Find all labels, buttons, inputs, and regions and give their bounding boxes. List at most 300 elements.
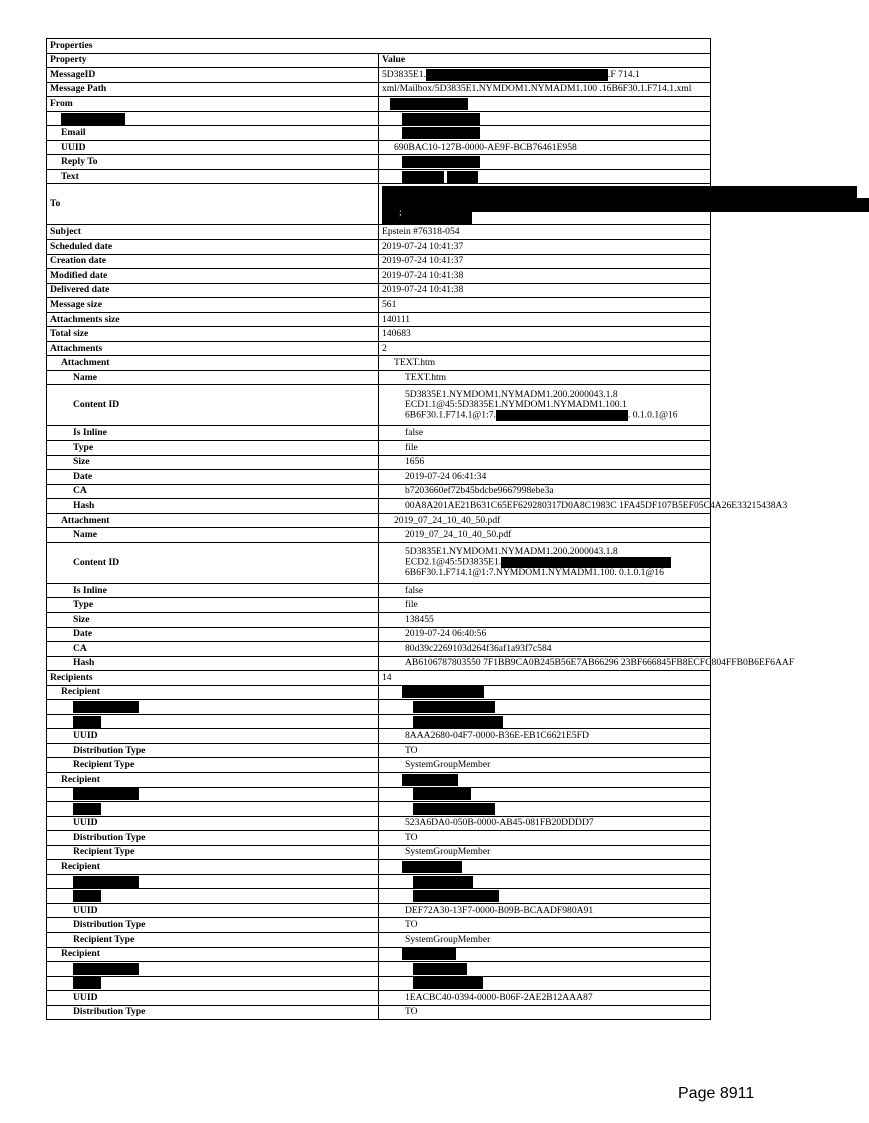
- property-label: Recipient Type: [73, 933, 135, 945]
- header-property: Property: [47, 53, 379, 68]
- property-label: Is Inline: [73, 427, 107, 439]
- redaction-box: [73, 977, 101, 989]
- table-row: [47, 140, 711, 155]
- property-label: CA: [73, 642, 87, 654]
- property-name: [47, 68, 379, 83]
- property-label: Recipient: [61, 686, 100, 698]
- property-value: [379, 240, 711, 255]
- property-name: [47, 385, 379, 426]
- value-text: TO: [405, 919, 418, 931]
- property-name: [47, 787, 379, 802]
- to-separator: ;: [399, 207, 402, 219]
- property-name: [47, 1005, 379, 1020]
- value-text: DEF72A30-13F7-0000-B09B-BCAADF980A91: [405, 904, 594, 916]
- table-row: [47, 729, 711, 744]
- table-row: [47, 426, 711, 441]
- property-name: [47, 918, 379, 933]
- redaction-box: [73, 803, 101, 815]
- content-id-line: [405, 547, 707, 557]
- property-value: [379, 426, 711, 441]
- table-row: [47, 991, 711, 1006]
- redaction-box: [402, 127, 480, 139]
- property-name: [47, 82, 379, 97]
- property-name: [47, 126, 379, 141]
- value-text: 80d39c2269103d264f36af1a93f7c584: [405, 642, 552, 654]
- property-name: [47, 772, 379, 787]
- property-name: [47, 816, 379, 831]
- property-name: [47, 758, 379, 773]
- property-name: [47, 612, 379, 627]
- title-row: [47, 39, 711, 54]
- property-name: [47, 714, 379, 729]
- table-row: [47, 542, 711, 583]
- header-value: Value: [379, 53, 711, 68]
- property-label: Distribution Type: [73, 1006, 146, 1018]
- property-label: Hash: [73, 657, 95, 669]
- property-name: [47, 845, 379, 860]
- content-id-line: [405, 410, 707, 421]
- property-value: [379, 356, 711, 371]
- property-label: CA: [73, 485, 87, 497]
- value-text: TEXT.htm: [394, 357, 436, 369]
- property-name: [47, 298, 379, 313]
- table-row: [47, 111, 711, 126]
- property-value: [379, 671, 711, 686]
- property-value: [379, 612, 711, 627]
- property-label: Delivered date: [50, 284, 110, 296]
- property-name: [47, 169, 379, 184]
- table-row: [47, 155, 711, 170]
- redaction-box: [413, 876, 473, 888]
- content-id-line: [405, 568, 707, 578]
- table-row: [47, 947, 711, 962]
- property-name: [47, 254, 379, 269]
- redaction-box: [402, 774, 458, 786]
- table-row: [47, 254, 711, 269]
- table-row: [47, 932, 711, 947]
- property-value: [379, 1005, 711, 1020]
- table-row: [47, 787, 711, 802]
- property-label: UUID: [61, 141, 86, 153]
- table-row: [47, 298, 711, 313]
- table-row: [47, 962, 711, 977]
- value-text: b7203660ef72b45bdcbe9667998ebe3a: [405, 485, 554, 497]
- table-row: [47, 240, 711, 255]
- table-row: [47, 598, 711, 613]
- value-text: file: [405, 441, 418, 453]
- property-value: [379, 441, 711, 456]
- property-label: Recipients: [50, 671, 93, 683]
- table-row: [47, 642, 711, 657]
- value-text: AB6106787803550 7F1BB9CA0B245B56E7AB66296 23BF666845FB8ECFC804FFB0B6EF6AAF: [405, 657, 795, 669]
- redaction-box: [73, 963, 139, 975]
- property-name: [47, 528, 379, 543]
- value-text: false: [405, 427, 424, 439]
- table-row: [47, 583, 711, 598]
- table-title: Properties: [47, 39, 711, 54]
- value-text: 2019-07-24 10:41:38: [382, 284, 464, 296]
- property-label: Date: [73, 628, 93, 640]
- value-text: 2019_07_24_10_40_50.pdf: [405, 529, 512, 541]
- redaction-box: [402, 171, 444, 183]
- property-value: [379, 831, 711, 846]
- property-name: [47, 642, 379, 657]
- properties-sheet: [46, 38, 795, 1020]
- redaction-box: [413, 977, 483, 989]
- property-value: [379, 991, 711, 1006]
- redaction-box: [402, 113, 480, 125]
- table-row: [47, 126, 711, 141]
- value-text: Epstein #76318-054: [382, 226, 460, 238]
- property-name: [47, 947, 379, 962]
- table-row: [47, 513, 711, 528]
- property-label: Total size: [50, 328, 89, 340]
- property-value: [379, 598, 711, 613]
- property-name: [47, 962, 379, 977]
- property-value: [379, 976, 711, 991]
- property-label: Content ID: [73, 399, 120, 411]
- property-label: Distribution Type: [73, 744, 146, 756]
- properties-table: [46, 38, 795, 1020]
- content-id-text: 5D3835E1.NYMDOM1.NYMADM1.200.2000043.1.8: [405, 388, 618, 400]
- property-value: [379, 455, 711, 470]
- content-id-text: 5D3835E1.NYMDOM1.NYMADM1.200.2000043.1.8: [405, 546, 618, 558]
- property-value: [379, 169, 711, 184]
- property-name: [47, 370, 379, 385]
- redaction-box: [413, 890, 499, 902]
- property-name: [47, 598, 379, 613]
- redaction-box: [382, 186, 857, 198]
- property-value: [379, 327, 711, 342]
- property-label: Attachment: [61, 357, 110, 369]
- property-label: Recipient: [61, 773, 100, 785]
- property-value: [379, 225, 711, 240]
- redaction-box: [73, 876, 139, 888]
- redaction-box: [413, 963, 467, 975]
- property-label: Modified date: [50, 269, 108, 281]
- value-text: 2019-07-24 10:41:37: [382, 255, 464, 267]
- property-value: [379, 82, 711, 97]
- header-row: [47, 53, 711, 68]
- property-name: [47, 831, 379, 846]
- redaction-box: [413, 803, 495, 815]
- value-text: 140111: [382, 313, 411, 325]
- property-value: [379, 470, 711, 485]
- property-value: [379, 962, 711, 977]
- value-text: 138455: [405, 613, 434, 625]
- table-row: [47, 341, 711, 356]
- table-row: [47, 370, 711, 385]
- property-name: [47, 356, 379, 371]
- property-name: [47, 743, 379, 758]
- property-label: Distribution Type: [73, 919, 146, 931]
- property-label: Type: [73, 441, 94, 453]
- property-name: [47, 583, 379, 598]
- property-value: [379, 513, 711, 528]
- value-text: 2019-07-24 06:40:56: [405, 628, 487, 640]
- value-text: 00A8A201AE21B631C65EF629280317D0A8C1983C 1FA45DF107B5EF05C4A26E33215438A3: [405, 499, 788, 511]
- value-text: 14: [382, 671, 392, 683]
- property-value: [379, 743, 711, 758]
- value-text: file: [405, 599, 418, 611]
- redaction-box: [382, 212, 472, 224]
- property-label: Recipient: [61, 861, 100, 873]
- property-value: [379, 370, 711, 385]
- property-name: [47, 312, 379, 327]
- table-row: [47, 656, 711, 671]
- content-id-text: 6B6F30.1.F714.1@1:7.: [405, 409, 496, 421]
- property-label: Recipient Type: [73, 846, 135, 858]
- property-label: From: [50, 97, 73, 109]
- redaction-box: [73, 890, 101, 902]
- property-value: [379, 269, 711, 284]
- property-label: Subject: [50, 226, 81, 238]
- property-value: [379, 312, 711, 327]
- table-row: [47, 455, 711, 470]
- property-name: [47, 656, 379, 671]
- table-row: [47, 758, 711, 773]
- property-name: [47, 991, 379, 1006]
- table-row: [47, 671, 711, 686]
- property-value: [379, 932, 711, 947]
- property-name: [47, 140, 379, 155]
- value-text: 523A6DA0-050B-0000-AB45-081FB20DDDD7: [405, 817, 594, 829]
- redaction-box: [402, 948, 456, 960]
- redaction-box: [496, 410, 628, 421]
- property-label: Reply To: [61, 156, 98, 168]
- property-name: [47, 874, 379, 889]
- value-text: 2019_07_24_10_40_50.pdf: [394, 514, 501, 526]
- table-row: [47, 312, 711, 327]
- property-label: Attachments: [50, 342, 103, 354]
- redaction-box: [426, 69, 608, 81]
- value-text: 2019-07-24 10:41:37: [382, 240, 464, 252]
- property-label: UUID: [73, 730, 98, 742]
- property-value: [379, 758, 711, 773]
- table-row: [47, 685, 711, 700]
- content-id-text: 6B6F30.1.F714.1@1:7.NYMDOM1.NYMADM1.100. 0.1.0.1@16: [405, 567, 664, 579]
- property-name: [47, 111, 379, 126]
- property-name: [47, 341, 379, 356]
- redaction-box: [402, 861, 462, 873]
- table-row: [47, 169, 711, 184]
- table-row: [47, 283, 711, 298]
- property-value: [379, 583, 711, 598]
- table-row: [47, 627, 711, 642]
- property-value: [379, 385, 711, 426]
- value-text: 5D3835E1.: [382, 69, 426, 81]
- property-label: MessageID: [50, 68, 96, 80]
- property-name: [47, 685, 379, 700]
- property-label: Message Path: [50, 83, 107, 95]
- redaction-box: [402, 686, 484, 698]
- content-id-text: ECD2.1@45:5D3835E1.: [405, 557, 502, 569]
- property-name: [47, 240, 379, 255]
- property-name: [47, 283, 379, 298]
- property-value: [379, 111, 711, 126]
- redaction-box: [390, 98, 468, 110]
- content-id-text: ECD1.1@45:5D3835E1.NYMDOM1.NYMADM1.100.1: [405, 398, 627, 410]
- property-name: [47, 903, 379, 918]
- redaction-box: [382, 198, 869, 212]
- table-row: [47, 903, 711, 918]
- property-value: [379, 918, 711, 933]
- property-label: To: [50, 198, 61, 210]
- value-text: false: [405, 584, 424, 596]
- table-row: [47, 441, 711, 456]
- property-value: [379, 68, 711, 83]
- property-value: [379, 140, 711, 155]
- property-label: Date: [73, 470, 93, 482]
- value-text: SystemGroupMember: [405, 759, 491, 771]
- value-text: 1656: [405, 456, 425, 468]
- property-value: [379, 484, 711, 499]
- property-label: Size: [73, 613, 90, 625]
- property-value: [379, 298, 711, 313]
- property-value: [379, 656, 795, 671]
- property-value: [379, 714, 711, 729]
- table-row: [47, 874, 711, 889]
- value-text: TO: [405, 744, 418, 756]
- table-row: [47, 82, 711, 97]
- table-row: [47, 889, 711, 904]
- property-value: [379, 845, 711, 860]
- property-name: [47, 932, 379, 947]
- property-name: [47, 484, 379, 499]
- value-text: xml/Mailbox/5D3835E1.NYMDOM1.NYMADM1.100 .16B6F30.1.F714.1.xml: [382, 83, 692, 95]
- property-label: Text: [61, 170, 79, 182]
- table-row: [47, 831, 711, 846]
- table-row: [47, 499, 711, 514]
- redaction-box: [73, 788, 139, 800]
- property-name: [47, 155, 379, 170]
- redaction-box: [73, 701, 139, 713]
- redaction-box: [413, 788, 471, 800]
- value-text: 690BAC10-127B-0000-AE9F-BCB76461E958: [394, 141, 577, 153]
- table-row: [47, 976, 711, 991]
- content-id-suffix: . 0.1.0.1@16: [627, 409, 678, 421]
- property-label: Size: [73, 456, 90, 468]
- table-row: [47, 327, 711, 342]
- property-name: [47, 426, 379, 441]
- property-label: UUID: [73, 817, 98, 829]
- property-value: [379, 528, 711, 543]
- table-row: [47, 269, 711, 284]
- property-label: Type: [73, 599, 94, 611]
- property-value: [379, 627, 711, 642]
- table-row: [47, 1005, 711, 1020]
- value-text: 2019-07-24 10:41:38: [382, 269, 464, 281]
- property-value: [379, 97, 711, 112]
- property-value: [379, 700, 711, 715]
- property-value: [379, 155, 711, 170]
- property-label: Name: [73, 371, 97, 383]
- redaction-box: [413, 716, 503, 728]
- property-value: [379, 542, 711, 583]
- redaction-box: [73, 716, 101, 728]
- property-name: [47, 184, 379, 225]
- content-id-line: [405, 400, 707, 410]
- value-text: 8AAA2680-04F7-0000-B36E-EB1C6621E5FD: [405, 730, 589, 742]
- property-label: Message size: [50, 298, 102, 310]
- redaction-box: [402, 156, 480, 168]
- redaction-box: [447, 171, 478, 183]
- property-value: [379, 184, 711, 225]
- table-row: [47, 772, 711, 787]
- property-value: [379, 874, 711, 889]
- property-value: [379, 889, 711, 904]
- property-name: [47, 802, 379, 817]
- value-text: 561: [382, 298, 397, 310]
- value-text: 140683: [382, 328, 411, 340]
- property-name: [47, 441, 379, 456]
- value-text: 1EACBC40-0394-0000-B06F-2AE2B12AAA87: [405, 991, 593, 1003]
- page-number: Page 8911: [678, 1085, 755, 1102]
- value-text: 2: [382, 342, 387, 354]
- property-value: [379, 254, 711, 269]
- table-row: [47, 184, 711, 225]
- value-text: TO: [405, 1006, 418, 1018]
- table-row: [47, 470, 711, 485]
- property-name: [47, 269, 379, 284]
- property-value: [379, 903, 711, 918]
- redaction-box: [413, 701, 495, 713]
- table-row: [47, 385, 711, 426]
- table-row: [47, 845, 711, 860]
- property-name: [47, 700, 379, 715]
- property-label: Name: [73, 529, 97, 541]
- property-value: [379, 685, 711, 700]
- property-label: Is Inline: [73, 584, 107, 596]
- table-row: [47, 700, 711, 715]
- property-name: [47, 470, 379, 485]
- value-text: TEXT.htm: [405, 371, 447, 383]
- property-value: [379, 860, 711, 875]
- property-label: Recipient: [61, 948, 100, 960]
- property-label: Creation date: [50, 255, 107, 267]
- table-row: [47, 816, 711, 831]
- property-name: [47, 542, 379, 583]
- table-row: [47, 743, 711, 758]
- property-value: [379, 729, 711, 744]
- table-row: [47, 484, 711, 499]
- property-label: Attachments size: [50, 313, 120, 325]
- property-label: Content ID: [73, 556, 120, 568]
- property-value: [379, 787, 711, 802]
- property-label: UUID: [73, 904, 98, 916]
- value-text: SystemGroupMember: [405, 846, 491, 858]
- value-text: 2019-07-24 06:41:34: [405, 470, 487, 482]
- table-row: [47, 356, 711, 371]
- property-value: [379, 947, 711, 962]
- property-value: [379, 126, 711, 141]
- value-text: TO: [405, 831, 418, 843]
- redaction-box: [61, 113, 125, 125]
- table-row: [47, 860, 711, 875]
- property-name: [47, 860, 379, 875]
- property-value: [379, 772, 711, 787]
- property-value: [379, 499, 788, 514]
- property-label: Attachment: [61, 514, 110, 526]
- property-name: [47, 455, 379, 470]
- property-label: Hash: [73, 499, 95, 511]
- property-label: Email: [61, 127, 86, 139]
- property-name: [47, 513, 379, 528]
- table-row: [47, 97, 711, 112]
- property-label: Recipient Type: [73, 759, 135, 771]
- value-suffix: .F 714.1: [607, 69, 640, 81]
- property-value: [379, 283, 711, 298]
